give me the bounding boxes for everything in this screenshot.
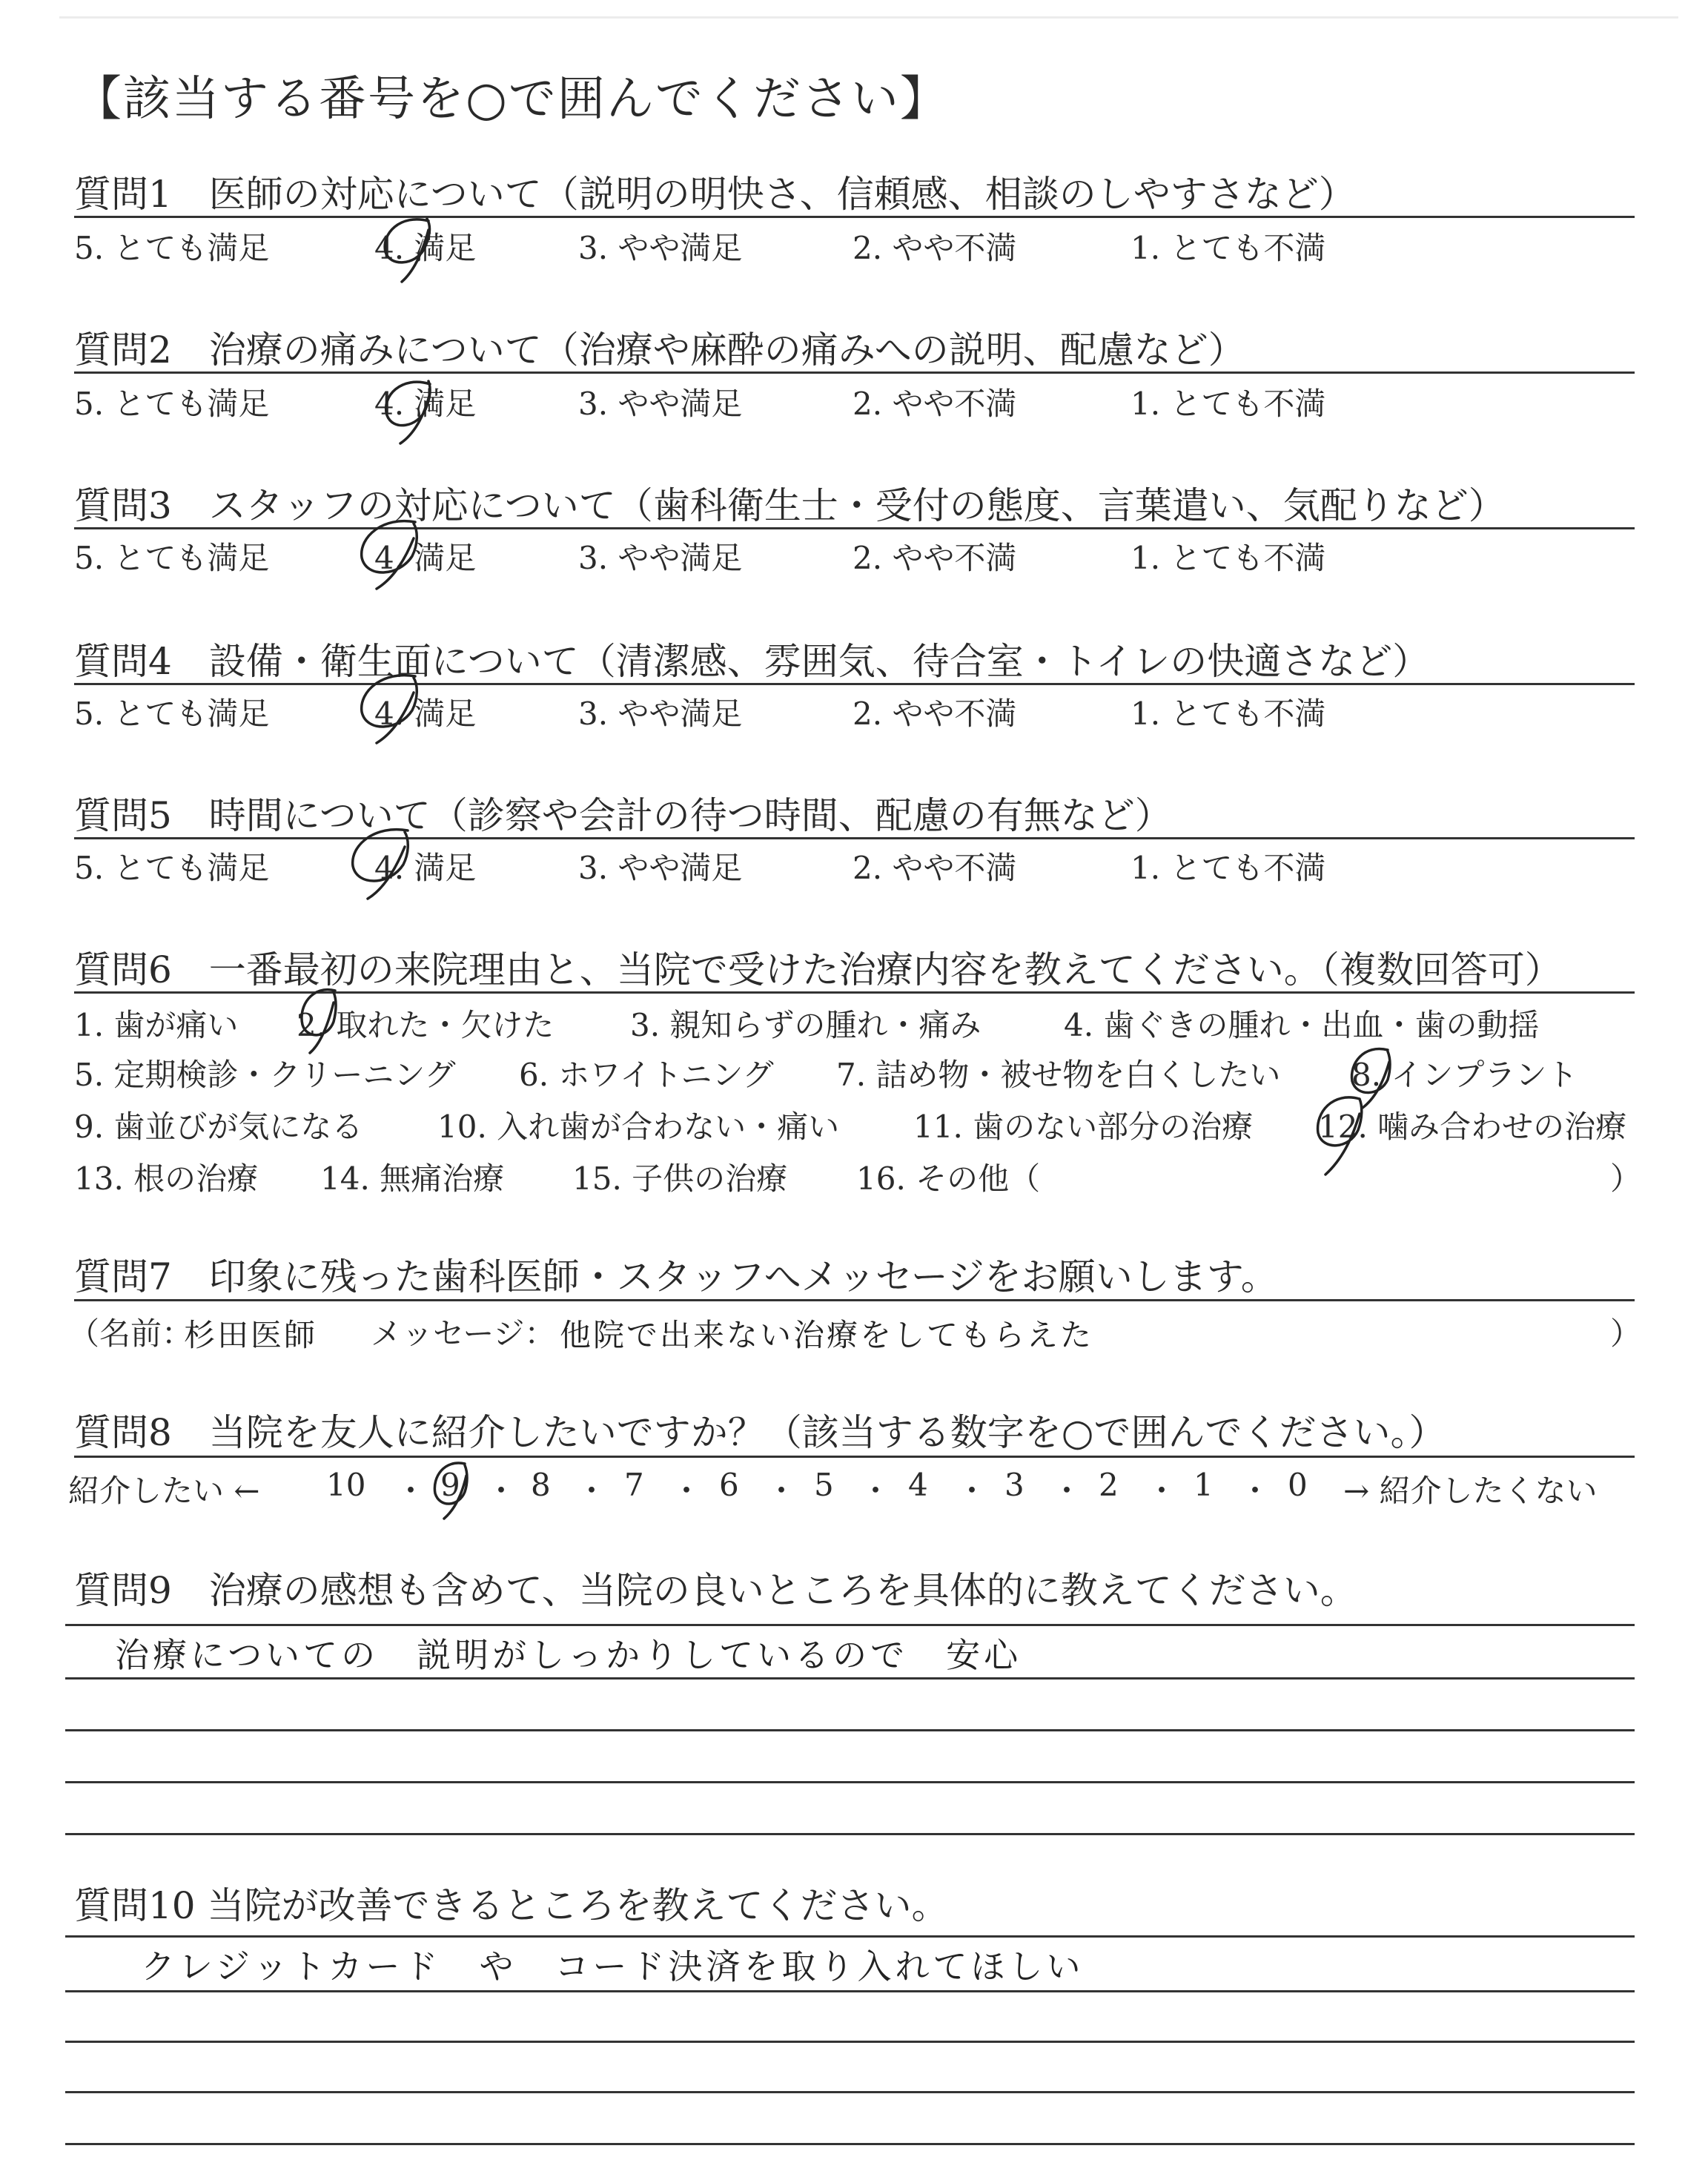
q9-writing-line: [65, 1624, 1635, 1626]
q8-scale-2[interactable]: 2: [1099, 1467, 1119, 1503]
q8-scale-8[interactable]: 8: [531, 1467, 551, 1503]
q8-scale-9[interactable]: 9: [440, 1467, 460, 1503]
q7-name-value[interactable]: 杉田医師: [184, 1317, 318, 1353]
q7-name-label: （名前：: [68, 1315, 193, 1352]
q1-title: 質問1 医師の対応について（説明の明快さ、信頼感、相談のしやすさなど）: [74, 173, 1356, 216]
q10-writing-line: [65, 1990, 1635, 1992]
q8-scale-7[interactable]: 7: [624, 1467, 644, 1503]
q1-rule: [74, 216, 1635, 218]
q2-option-2[interactable]: 2. やや不満: [853, 386, 1017, 422]
q3-option-5[interactable]: 5. とても満足: [74, 540, 270, 576]
q5-option-3[interactable]: 3. やや満足: [578, 850, 743, 886]
q7-close-paren: ）: [1610, 1315, 1642, 1352]
q3-option-4[interactable]: 4. 満足: [374, 540, 477, 576]
q6-option-16[interactable]: 16. その他（: [856, 1160, 1041, 1197]
q7-message-value[interactable]: 他院で出来ない治療をしてもらえた: [560, 1317, 1094, 1353]
q4-option-3[interactable]: 3. やや満足: [578, 696, 743, 732]
q8-scale-dot: ・: [486, 1473, 517, 1509]
q10-writing-line: [65, 2041, 1635, 2043]
q6-option-11[interactable]: 11. 歯のない部分の治療: [913, 1109, 1254, 1145]
q1-option-5[interactable]: 5. とても満足: [74, 230, 270, 266]
q6-option-7[interactable]: 7. 詰め物・被せ物を白くしたい: [836, 1057, 1281, 1093]
q8-rule: [74, 1456, 1635, 1458]
q5-option-5[interactable]: 5. とても満足: [74, 850, 270, 886]
q7-title: 質問7 印象に残った歯科医師・スタッフへメッセージをお願いします。: [74, 1255, 1278, 1298]
q6-option-1[interactable]: 1. 歯が痛い: [74, 1007, 239, 1043]
q1-option-1[interactable]: 1. とても不満: [1131, 230, 1326, 266]
q8-scale-dot: ・: [395, 1473, 427, 1509]
q6-option-6[interactable]: 6. ホワイトニング: [519, 1057, 774, 1093]
q8-scale-dot: ・: [766, 1473, 798, 1509]
q7-rule: [74, 1299, 1635, 1301]
scan-edge: [59, 16, 1678, 19]
q10-answer[interactable]: クレジットカード や コード決済を取り入れてほしい: [141, 1946, 1085, 1986]
q1-option-2[interactable]: 2. やや不満: [853, 230, 1017, 266]
q6-option-9[interactable]: 9. 歯並びが気になる: [74, 1109, 363, 1145]
q6-option-2[interactable]: 2. 取れた・欠けた: [297, 1007, 555, 1043]
q10-writing-line: [65, 2143, 1635, 2145]
q2-option-4[interactable]: 4. 満足: [374, 386, 477, 422]
q8-right-label: → 紹介したくない: [1343, 1473, 1598, 1509]
q6-option-14[interactable]: 14. 無痛治療: [320, 1160, 505, 1197]
q1-option-4[interactable]: 4. 満足: [374, 230, 477, 266]
q4-option-1[interactable]: 1. とても不満: [1131, 696, 1326, 732]
q5-title: 質問5 時間について（診察や会計の待つ時間、配慮の有無など）: [74, 794, 1172, 837]
q7-message-label: メッセージ：: [371, 1315, 556, 1352]
q9-writing-line: [65, 1729, 1635, 1731]
q8-scale-1[interactable]: 1: [1194, 1467, 1214, 1503]
q6-rule: [74, 991, 1635, 994]
q9-writing-line: [65, 1781, 1635, 1783]
q2-option-5[interactable]: 5. とても満足: [74, 386, 270, 422]
q4-rule: [74, 683, 1635, 685]
page-title: 【該当する番号を○で囲んでください】: [74, 72, 949, 127]
q6-option-15[interactable]: 15. 子供の治療: [572, 1160, 788, 1197]
q5-rule: [74, 837, 1635, 839]
q3-rule: [74, 527, 1635, 529]
q3-option-1[interactable]: 1. とても不満: [1131, 540, 1326, 576]
q6-option-13[interactable]: 13. 根の治療: [74, 1160, 259, 1197]
q5-option-4[interactable]: 4. 満足: [374, 850, 477, 886]
q2-rule: [74, 371, 1635, 374]
q6-option-10[interactable]: 10. 入れ歯が合わない・痛い: [437, 1109, 840, 1145]
q6-option-4[interactable]: 4. 歯ぐきの腫れ・出血・歯の動揺: [1064, 1007, 1540, 1043]
q8-scale-5[interactable]: 5: [814, 1467, 834, 1503]
q5-option-2[interactable]: 2. やや不満: [853, 850, 1017, 886]
q2-title: 質問2 治療の痛みについて（治療や麻酔の痛みへの説明、配慮など）: [74, 328, 1245, 371]
q8-scale-4[interactable]: 4: [908, 1467, 928, 1503]
q2-option-1[interactable]: 1. とても不満: [1131, 386, 1326, 422]
q4-option-2[interactable]: 2. やや不満: [853, 696, 1017, 732]
q8-scale-10[interactable]: 10: [326, 1467, 366, 1503]
q4-option-4[interactable]: 4. 満足: [374, 696, 477, 732]
q6-option-12[interactable]: 12. 噛み合わせの治療: [1318, 1109, 1627, 1145]
q8-scale-dot: ・: [956, 1473, 988, 1509]
q1-option-3[interactable]: 3. やや満足: [578, 230, 743, 266]
q8-left-label: 紹介したい ←: [68, 1473, 260, 1509]
q8-scale-6[interactable]: 6: [719, 1467, 739, 1503]
q10-title: 質問10 当院が改善できるところを教えてください。: [74, 1884, 949, 1927]
q8-scale-dot: ・: [860, 1473, 892, 1509]
q6-option-8[interactable]: 8. インプラント: [1351, 1057, 1578, 1093]
q2-option-3[interactable]: 3. やや満足: [578, 386, 743, 422]
q8-scale-dot: ・: [1146, 1473, 1178, 1509]
q8-scale-dot: ・: [576, 1473, 608, 1509]
q4-title: 質問4 設備・衛生面について（清潔感、雰囲気、待合室・トイレの快適さなど）: [74, 640, 1430, 683]
q9-answer[interactable]: 治療についての 説明がしっかりしているので 安心: [115, 1635, 1022, 1675]
q3-option-3[interactable]: 3. やや満足: [578, 540, 743, 576]
q9-title: 質問9 治療の感想も含めて、当院の良いところを具体的に教えてください。: [74, 1569, 1357, 1612]
q6-close-paren: ）: [1610, 1160, 1642, 1197]
q6-title: 質問6 一番最初の来院理由と、当院で受けた治療内容を教えてください。（複数回答可）: [74, 948, 1562, 991]
q4-option-5[interactable]: 5. とても満足: [74, 696, 270, 732]
q6-option-3[interactable]: 3. 親知らずの腫れ・痛み: [630, 1007, 982, 1043]
q9-writing-line: [65, 1833, 1635, 1835]
q3-title: 質問3 スタッフの対応について（歯科衛生士・受付の態度、言葉遣い、気配りなど）: [74, 484, 1506, 527]
q8-scale-dot: ・: [1051, 1473, 1083, 1509]
q10-writing-line: [65, 1935, 1635, 1938]
q3-option-2[interactable]: 2. やや不満: [853, 540, 1017, 576]
q5-option-1[interactable]: 1. とても不満: [1131, 850, 1326, 886]
q6-option-5[interactable]: 5. 定期検診・クリーニング: [74, 1057, 456, 1093]
q8-scale-0[interactable]: 0: [1288, 1467, 1308, 1503]
q8-title: 質問8 当院を友人に紹介したいですか？（該当する数字を○で囲んでください。）: [74, 1411, 1446, 1454]
q8-scale-dot: ・: [1239, 1473, 1271, 1509]
q8-scale-3[interactable]: 3: [1004, 1467, 1025, 1503]
q8-scale-dot: ・: [671, 1473, 703, 1509]
q10-writing-line: [65, 2091, 1635, 2093]
q9-writing-line: [65, 1677, 1635, 1680]
